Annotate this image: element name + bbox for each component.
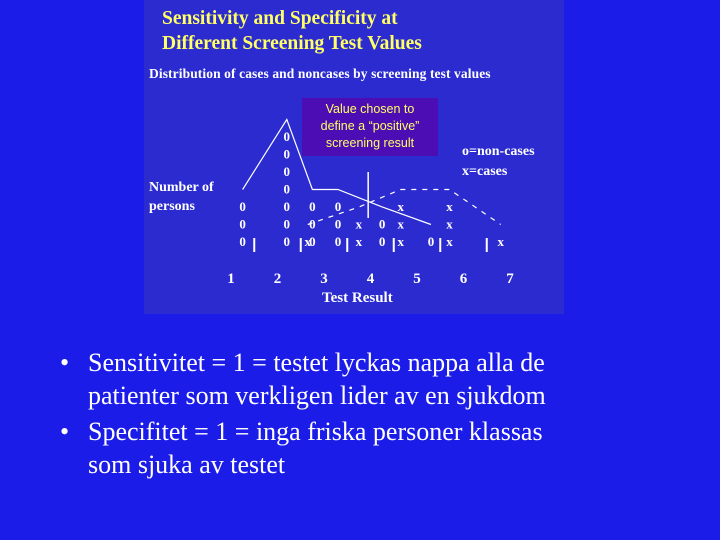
figure-subtitle: Distribution of cases and noncases by screening test values [149,66,491,81]
case-mark: x [397,216,404,232]
case-mark: x [397,234,404,249]
case-mark: x [446,216,453,232]
noncase-mark: 0 [239,216,246,232]
x-tick-label: 1 [227,271,235,287]
x-axis-label: Test Result [322,290,393,306]
noncase-mark: 0 [309,199,316,214]
noncase-mark: 0 [427,234,435,249]
noncase-mark: 0 [309,216,316,232]
noncase-mark: 0 [283,234,291,249]
bullet-text-line1: Sensitivitet = 1 = testet lyckas nappa alla de [88,348,545,377]
bullet-dot: • [60,417,70,446]
bullet-dot: • [60,348,70,377]
y-axis-label-line1: Number of [149,180,214,195]
noncase-mark: 0 [283,146,291,162]
noncase-mark: 0 [378,216,386,232]
callout-line2: define a “positive” [320,119,420,133]
bullet-text-line2: patienter som verkligen lider av en sjukdom [88,381,546,410]
cutoff-callout [302,98,438,156]
figure-title-line2: Different Screening Test Values [162,33,422,54]
x-tick-label: 5 [413,271,421,287]
noncase-mark: 0 [283,129,291,144]
case-mark: x [355,234,363,249]
case-mark: x [446,199,453,214]
noncase-mark: 0 [309,234,316,249]
noncase-mark: 0 [378,234,386,249]
noncase-mark: 0 [334,216,342,232]
case-mark: x [355,216,363,232]
case-mark: x [304,234,311,249]
noncase-mark: 0 [283,164,291,179]
x-tick-label: 6 [459,271,468,287]
y-axis-label-line2: persons [149,199,195,214]
noncase-mark: 0 [239,234,246,249]
legend-noncases: o=non-cases [462,144,535,159]
x-tick-label: 2 [273,271,282,287]
bullet-text-line2: som sjuka av testet [88,450,286,479]
x-tick-label: 7 [506,271,514,287]
x-axis [227,238,514,287]
figure-title-line1: Sensitivity and Specificity at [162,8,398,29]
bullet-text-line1: Specifitet = 1 = inga friska personer klassas [88,417,543,446]
x-tick-label: 3 [320,271,328,287]
noncase-mark: 0 [283,199,291,214]
y-axis-label [149,178,239,216]
bullet-list [60,346,710,484]
noncase-mark: 0 [239,199,246,214]
noncase-mark: 0 [334,234,342,249]
case-mark: x [397,199,404,214]
callout-line3: screening result [325,136,415,150]
noncase-mark: 0 [283,216,291,232]
legend-cases: x=cases [462,164,508,179]
callout-line1: Value chosen to [325,102,415,116]
noncase-mark: 0 [334,199,342,214]
figure-panel [144,0,564,314]
case-mark: x [446,234,453,249]
x-tick-label: 4 [366,271,375,287]
bullet-specificity [60,415,710,481]
case-mark: x [497,234,504,249]
noncase-mark: 0 [283,181,291,197]
bullet-sensitivity [60,346,710,412]
